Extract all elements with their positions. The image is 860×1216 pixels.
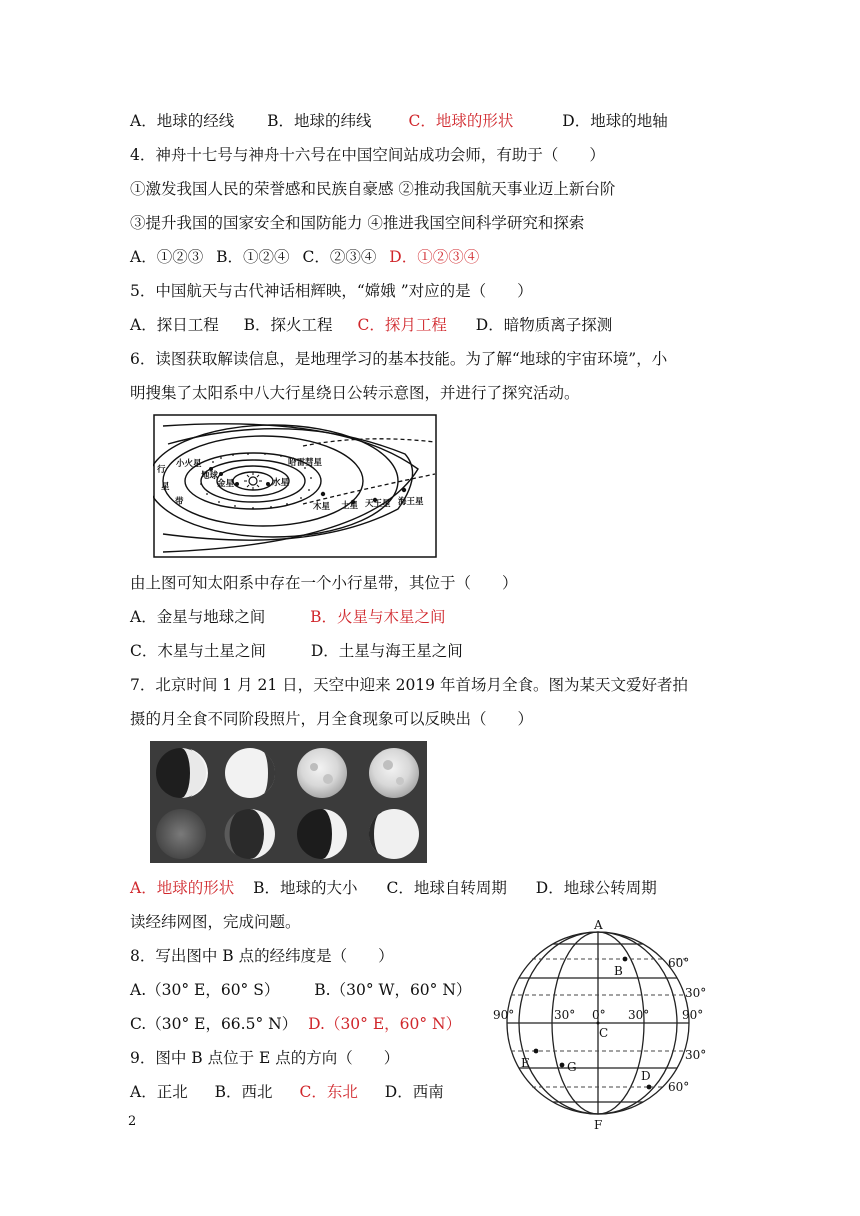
- lon-30e-label: 30°: [628, 1008, 650, 1022]
- lon-90e-label: 90°: [682, 1008, 704, 1022]
- q3-options: [130, 110, 668, 132]
- graticule-figure: [490, 915, 720, 1135]
- earth-label: 地球: [201, 471, 219, 481]
- q4-stem: 4．神舟十七号与神舟十六号在中国空间站成功会师，有助于（ ）: [130, 146, 605, 164]
- q5-stem: 5．中国航天与古代神话相辉映，“嫦娥 ”对应的是（ ）: [130, 282, 533, 300]
- solar-system-figure: [153, 414, 437, 558]
- q6-stem: 由上图可知太阳系中存在一个小行星带，其位于（ ）: [130, 574, 518, 592]
- page-number: 2: [128, 1114, 137, 1129]
- q7-option-c: C．地球自转周期: [386, 879, 507, 897]
- q4-statements-2: ③提升我国的国家安全和国防能力 ④推进我国空间科学研究和探索: [130, 214, 585, 232]
- moon-2: [225, 748, 275, 798]
- q8-stem: 8．写出图中 B 点的经纬度是（ ）: [130, 947, 394, 965]
- moon-5: [156, 809, 206, 859]
- q8-option-b: B.（30° W，60° N）: [314, 981, 472, 999]
- q3-option-a: A．地球的经线: [130, 112, 235, 130]
- q6-option-c: C．木星与土星之间: [130, 642, 266, 660]
- lat-60n-label: 60°: [668, 956, 690, 970]
- moon-4: [369, 748, 419, 798]
- solar-system-diagram: [153, 414, 437, 558]
- q8-option-d-answer: D.（30° E，60° N）: [308, 1015, 462, 1033]
- lon-30w-label: 30°: [554, 1008, 576, 1022]
- moon-phases: [150, 741, 427, 863]
- saturn-label: 土星: [341, 501, 359, 511]
- q5-options: [130, 314, 612, 336]
- moon-6: [225, 809, 275, 859]
- q5-option-c-answer: C．探月工程: [357, 316, 447, 334]
- q9-option-a: A．正北: [130, 1083, 188, 1101]
- graticule-map: [490, 915, 720, 1135]
- neptune-label: 海王星: [398, 497, 424, 507]
- moon-3: [297, 748, 347, 798]
- mars-label: 小火星: [176, 459, 202, 469]
- q7-option-d: D．地球公转周期: [535, 879, 657, 897]
- lat-30n-label: 30°: [685, 986, 707, 1000]
- q4-options: [130, 246, 479, 268]
- lat-60s-label: 60°: [668, 1080, 690, 1094]
- q5-option-b: B．探火工程: [243, 316, 333, 334]
- moon-1: [156, 748, 208, 798]
- q6-option-b-answer: B．火星与木星之间: [310, 608, 446, 626]
- point-a-label: A: [594, 918, 603, 932]
- q4-option-c: C．②③④: [302, 248, 377, 266]
- q8-option-a: A.（30° E，60° S）: [130, 981, 280, 999]
- q9-option-d: D．西南: [384, 1083, 444, 1101]
- venus-label: 金星: [217, 479, 235, 489]
- q6-options-row-1: [130, 606, 446, 628]
- q9-option-b: B．西北: [214, 1083, 273, 1101]
- q4-option-a: A．①②③: [130, 248, 204, 266]
- q4-option-b: B．①②④: [216, 248, 290, 266]
- q6-option-d: D．土星与海王星之间: [310, 642, 463, 660]
- q7-stem-1: 7．北京时间 1 月 21 日，天空中迎来 2019 年首场月全食。图为某天文爱好者拍: [130, 676, 688, 694]
- q5-option-d: D．暗物质离子探测: [475, 316, 613, 334]
- q6-options-row-2: [130, 640, 463, 662]
- mercury-label: 水星: [272, 478, 290, 488]
- q8-option-c: C.（30° E，66.5° N）: [130, 1015, 298, 1033]
- q9-option-c-answer: C．东北: [299, 1083, 358, 1101]
- point-d-label: D: [641, 1069, 651, 1083]
- q8-options-row-2: [130, 1013, 461, 1035]
- q7-option-a-answer: A．地球的形状: [130, 879, 235, 897]
- lon-90w-label: 90°: [493, 1008, 515, 1022]
- q8-options-row-1: [130, 979, 471, 1001]
- q4-option-d-answer: D．①②③④: [389, 248, 480, 266]
- q3-option-d: D．地球的地轴: [562, 112, 668, 130]
- lat-30s-label: 30°: [685, 1048, 707, 1062]
- q3-option-b: B．地球的纬线: [267, 112, 372, 130]
- point-g-label: G: [567, 1060, 577, 1074]
- point-b-label: B: [614, 964, 623, 978]
- comet-label: 哈雷彗星: [288, 458, 323, 468]
- q5-option-a: A．探日工程: [130, 316, 219, 334]
- q7-options: [130, 877, 657, 899]
- lon-0-label: 0°: [592, 1008, 606, 1022]
- q9-stem: 9．图中 B 点位于 E 点的方向（ ）: [130, 1049, 400, 1067]
- q3-option-c-answer: C．地球的形状: [408, 112, 514, 130]
- q6-intro-1: 6．读图获取解读信息，是地理学习的基本技能。为了解“地球的宇宙环境”，小: [130, 350, 668, 368]
- asteroid-belt-label-3: 带: [175, 497, 184, 507]
- q7-option-b: B．地球的大小: [253, 879, 358, 897]
- q7-stem-2: 摄的月全食不同阶段照片，月全食现象可以反映出（ ）: [130, 710, 534, 728]
- q4-statements-1: ①激发我国人民的荣誉感和民族自豪感 ②推动我国航天事业迈上新台阶: [130, 180, 616, 198]
- lunar-eclipse-photos: [150, 741, 427, 863]
- asteroid-belt-label-2: 星: [161, 482, 170, 492]
- uranus-label: 天王星: [365, 499, 391, 509]
- q6-option-a: A．金星与地球之间: [130, 608, 266, 626]
- point-c-label: C: [599, 1026, 609, 1040]
- moon-8: [369, 809, 419, 859]
- q9-options: [130, 1081, 444, 1103]
- asteroid-belt-label-1: 行: [157, 465, 166, 475]
- moon-7: [297, 809, 347, 859]
- jupiter-label: 木星: [313, 502, 331, 512]
- point-f-label: F: [594, 1118, 603, 1132]
- point-e-label: E: [521, 1056, 530, 1070]
- grid-intro: 读经纬网图，完成问题。: [130, 913, 301, 931]
- q6-intro-2: 明搜集了太阳系中八大行星绕日公转示意图，并进行了探究活动。: [130, 384, 580, 402]
